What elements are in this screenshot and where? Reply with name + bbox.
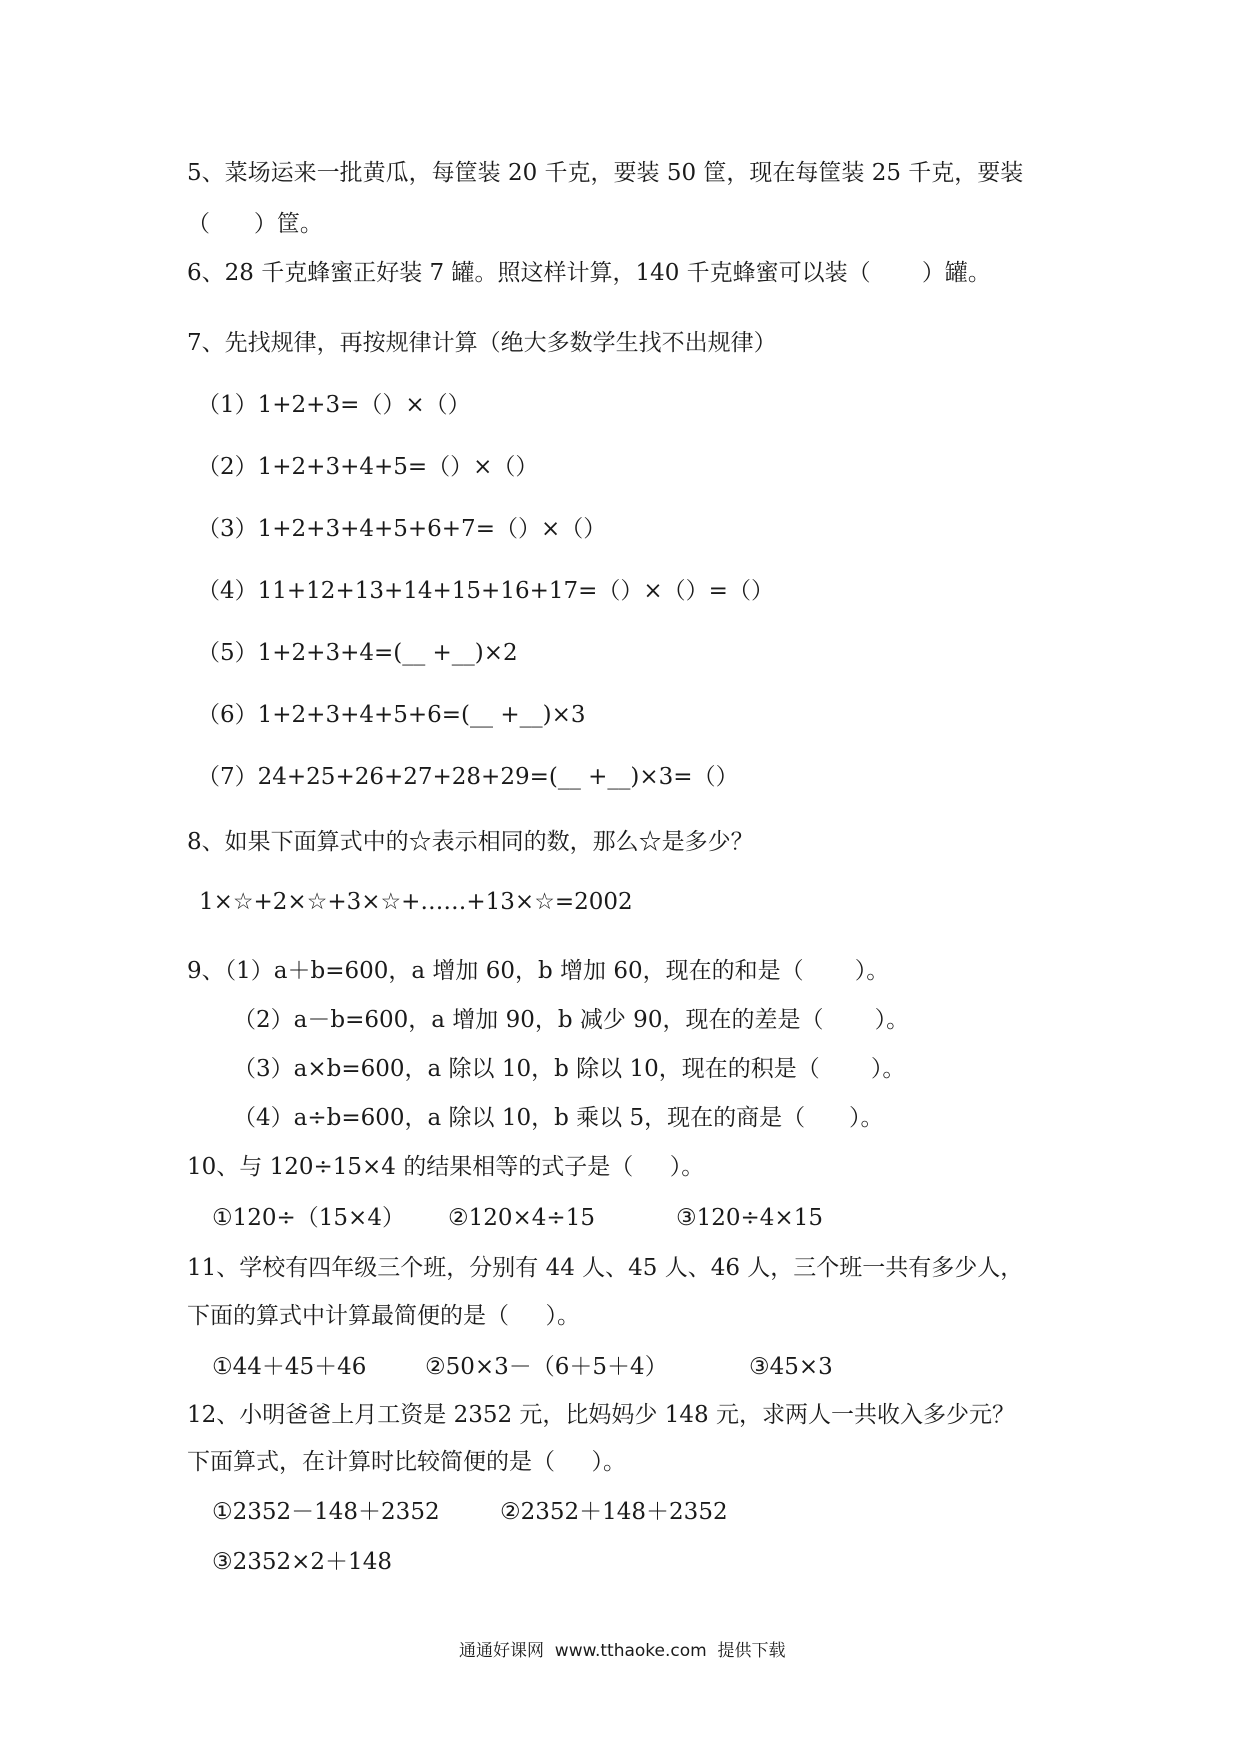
- q7-stem: 7、先找规律，再按规律计算（绝大多数学生找不出规律）: [187, 330, 777, 356]
- q7-item-2: （2）1+2+3+4+5=（）×（）: [197, 454, 539, 480]
- q11-line1: 11、学校有四年级三个班，分别有 44 人、45 人、46 人，三个班一共有多少人，: [187, 1255, 1024, 1281]
- q11-option-2: ②50×3－（6＋5＋4）: [425, 1354, 668, 1380]
- q8-stem: 8、如果下面算式中的☆表示相同的数，那么☆是多少？: [187, 829, 754, 855]
- q11-line2: 下面的算式中计算最简便的是（ ）。: [187, 1303, 581, 1329]
- q6-text: 6、28 千克蜂蜜正好装 7 罐。照这样计算，140 千克蜂蜜可以装（ ）罐。: [187, 260, 991, 286]
- q7-item-7: （7）24+25+26+27+28+29=(__ +__)×3=（）: [197, 764, 739, 790]
- q7-item-5: （5）1+2+3+4=(__ +__)×2: [197, 640, 518, 666]
- q5-line2: （ ）筐。: [187, 211, 323, 237]
- q12-line1: 12、小明爸爸上月工资是 2352 元，比妈妈少 148 元，求两人一共收入多少元？: [187, 1402, 1015, 1428]
- q11-option-1: ①44＋45＋46: [212, 1354, 367, 1380]
- q10-option-2: ②120×4÷15: [448, 1205, 595, 1231]
- q12-option-2: ②2352＋148＋2352: [500, 1499, 728, 1525]
- q9-item-3: （3）a×b=600，a 除以 10，b 除以 10，现在的积是（ ）。: [233, 1056, 906, 1082]
- footer-credit: 通通好课网 www.tthaoke.com 提供下载: [459, 1641, 786, 1661]
- q12-line2: 下面算式，在计算时比较简便的是（ ）。: [187, 1449, 627, 1475]
- q5-line1: 5、菜场运来一批黄瓜，每筐装 20 千克，要装 50 筐，现在每筐装 25 千克，要装: [187, 160, 1024, 186]
- q10-option-1: ①120÷（15×4）: [212, 1205, 405, 1231]
- q8-formula: 1×☆+2×☆+3×☆+……+13×☆=2002: [199, 889, 633, 915]
- q11-option-3: ③45×3: [749, 1354, 833, 1380]
- q7-item-6: （6）1+2+3+4+5+6=(__ +__)×3: [197, 702, 586, 728]
- q10-stem: 10、与 120÷15×4 的结果相等的式子是（ ）。: [187, 1154, 705, 1180]
- q9-item-4: （4）a÷b=600，a 除以 10，b 乘以 5，现在的商是（ ）。: [233, 1105, 884, 1131]
- q7-item-4: （4）11+12+13+14+15+16+17=（）×（）=（）: [197, 578, 774, 604]
- q9-item-1: 9、（1）a＋b=600，a 增加 60，b 增加 60，现在的和是（ ）。: [187, 958, 890, 984]
- q9-item-2: （2）a－b=600，a 增加 90，b 减少 90，现在的差是（ ）。: [233, 1007, 910, 1033]
- q12-option-1: ①2352－148＋2352: [212, 1499, 440, 1525]
- q12-option-3: ③2352×2＋148: [212, 1549, 392, 1575]
- q7-item-1: （1）1+2+3=（）×（）: [197, 392, 471, 418]
- q10-option-3: ③120÷4×15: [676, 1205, 823, 1231]
- q7-item-3: （3）1+2+3+4+5+6+7=（）×（）: [197, 516, 607, 542]
